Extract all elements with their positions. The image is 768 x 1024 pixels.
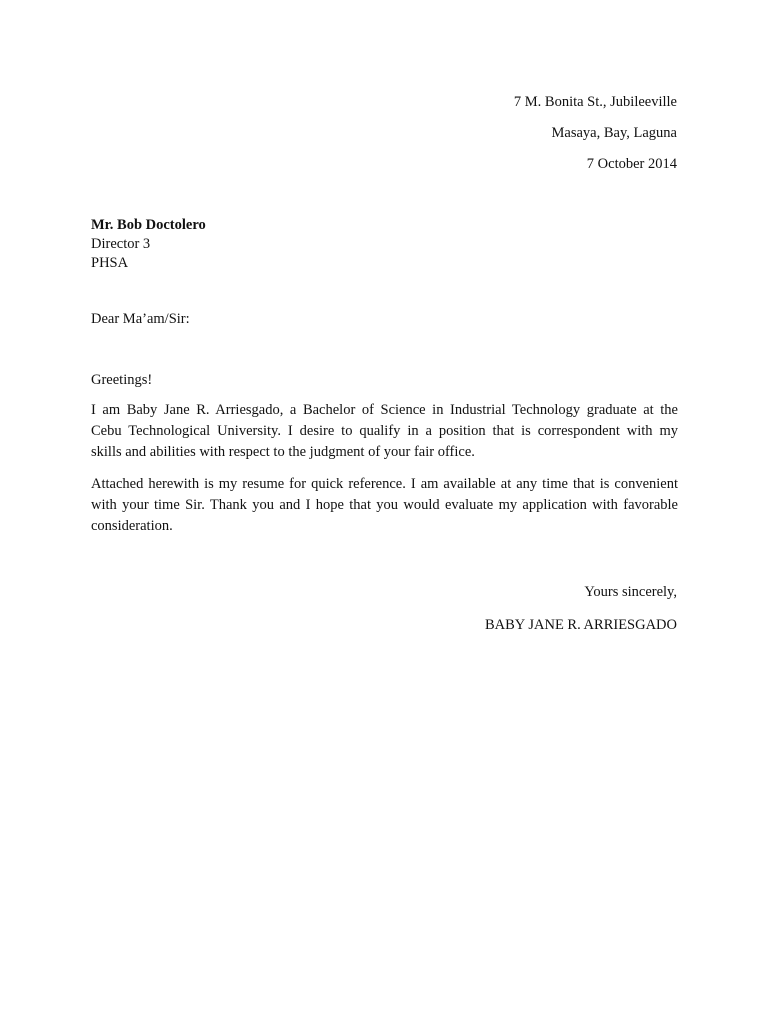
body-paragraph-2-line: with your time Sir. Thank you and I hope that you would evaluate my application with favorable [91,497,678,513]
salutation: Dear Ma’am/Sir: [91,311,190,327]
sender-address-line2: Masaya, Bay, Laguna [551,125,677,141]
body-paragraph-1-line: skills and abilities with respect to the judgment of your fair office. [91,444,475,460]
recipient-organization: PHSA [91,255,129,271]
body-paragraph-1-line: I am Baby Jane R. Arriesgado, a Bachelor of Science in Industrial Technology graduate at the [91,402,678,418]
greeting: Greetings! [91,372,153,388]
body-paragraph-1 [91,400,678,463]
signature-name: BABY JANE R. ARRIESGADO [484,617,677,633]
recipient-name: Mr. Bob Doctolero [91,217,206,233]
sender-address-line1: 7 M. Bonita St., Jubileeville [513,94,677,110]
recipient-title: Director 3 [91,236,151,252]
letter-date: 7 October 2014 [586,156,677,172]
body-paragraph-2-line: Attached herewith is my resume for quick reference. I am available at any time that is convenient [91,476,678,492]
closing: Yours sincerely, [584,584,677,600]
body-paragraph-2 [91,474,678,537]
body-paragraph-2-line: consideration. [91,518,173,534]
body-paragraph-1-line: Cebu Technological University. I desire to qualify in a position that is correspondent with my [91,423,678,439]
